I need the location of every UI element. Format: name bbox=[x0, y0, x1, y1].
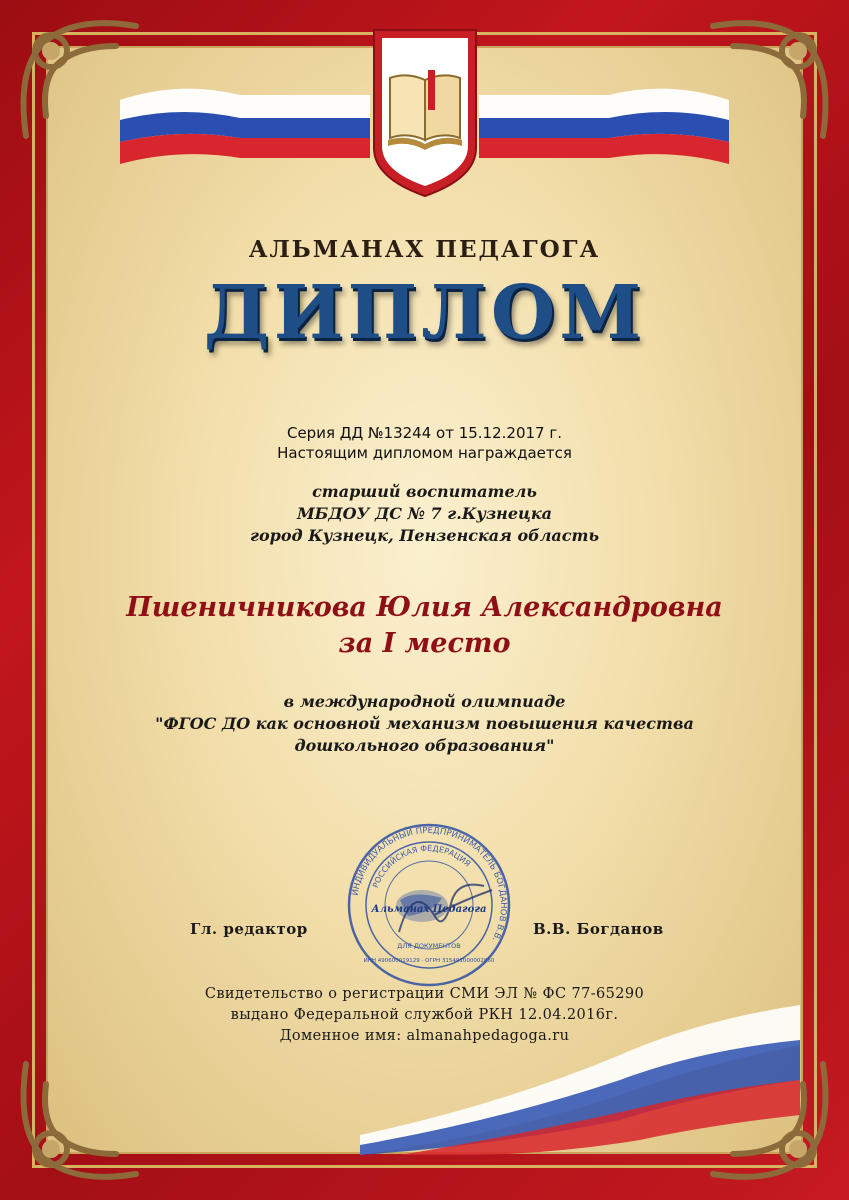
corner-ornament-top-left bbox=[6, 6, 156, 156]
registration-domain: Доменное имя: almanahpedagoga.ru bbox=[279, 1028, 570, 1044]
recipient-name: Пшеничникова Юлия Александровна bbox=[126, 592, 723, 623]
awarded-line: Настоящим дипломом награждается bbox=[277, 444, 572, 462]
emblem-shield bbox=[372, 28, 478, 198]
registration-line-1: Свидетельство о регистрации СМИ ЭЛ № ФС 77-65290 bbox=[204, 986, 645, 1002]
recipient-position: старший воспитатель bbox=[312, 482, 537, 501]
recipient-location: город Кузнецк, Пензенская область bbox=[249, 526, 599, 545]
event-line-3: дошкольного образования" bbox=[294, 736, 555, 755]
signature-role: Гл. редактор bbox=[190, 920, 308, 938]
seal-center-text: Альманах Педагога bbox=[371, 904, 487, 915]
diploma-title: ДИПЛОМ bbox=[203, 270, 646, 356]
seal-bottom-text: ДЛЯ ДОКУМЕНТОВ bbox=[397, 942, 461, 950]
event-line-1: в международной олимпиаде bbox=[283, 692, 566, 711]
corner-ornament-top-right bbox=[693, 6, 843, 156]
corner-ornament-bottom-left bbox=[6, 1044, 156, 1194]
series-line: Серия ДД №13244 от 15.12.2017 г. bbox=[286, 424, 563, 442]
signature-name: В.В. Богданов bbox=[533, 920, 664, 938]
seal-outer-text: ИНДИВИДУАЛЬНЫЙ ПРЕДПРИНИМАТЕЛЬ БОГДАНОВ В.В. bbox=[350, 825, 509, 943]
seal-inner-text: РОССИЙСКАЯ ФЕДЕРАЦИЯ bbox=[371, 843, 473, 890]
seal-inn-text: ИНН 490600019129 · ОГРН 315491000002860 bbox=[363, 958, 495, 964]
open-book-icon bbox=[388, 70, 462, 150]
almanac-title: АЛЬМАНАХ ПЕДАГОГА bbox=[248, 236, 601, 263]
recipient-organization: МБДОУ ДС № 7 г.Кузнецка bbox=[296, 504, 553, 523]
official-seal bbox=[344, 820, 514, 990]
event-line-2: "ФГОС ДО как основной механизм повышения качества bbox=[155, 714, 694, 733]
award-place: за I место bbox=[338, 628, 511, 659]
registration-line-2: выдано Федеральной службой РКН 12.04.2016г. bbox=[230, 1007, 619, 1023]
